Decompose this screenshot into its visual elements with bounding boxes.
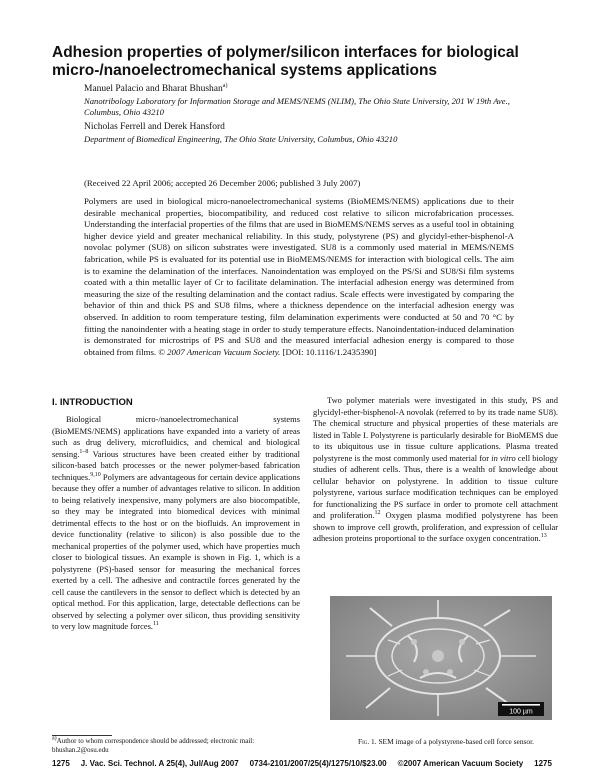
issn-code: 0734-2101/2007/25(4)/1275/10/$23.00 <box>249 759 387 768</box>
intro-text: cell biology studies of adherent cells. Thus, there is a wealth of knowledge about cellular behavior on polystyrene. In addition to tissue culture polystyrene, various surface modification techniques can be employed for functionalizing the PS surface in order to promote cell attachment and proliferation. <box>313 452 559 520</box>
received-dates: (Received 22 April 2006; accepted 26 December 2006; published 3 July 2007) <box>84 178 361 188</box>
scale-bar <box>502 704 540 706</box>
footnote-text: Author to whom correspondence should be addressed; electronic mail: bhushan.2@osu.edu <box>52 737 255 754</box>
citation-ref[interactable]: 12 <box>374 510 381 517</box>
journal-citation: J. Vac. Sci. Technol. A 25(4), Jul/Aug 2007 <box>80 759 239 768</box>
footnote <box>52 737 300 755</box>
sem-image-graphic <box>330 596 552 720</box>
intro-text: Biological micro-/nanoelectromechanical systems (BioMEMS/NEMS) applications have expanded into a variety of areas such as drug delivery, microfluidics, and chemical and biological sensing. <box>52 414 300 459</box>
italic-term: in vitro <box>491 452 516 463</box>
section-heading-introduction: I. INTRODUCTION <box>52 397 133 408</box>
abstract-text: Polymers are used in biological micro-nanoelectromechanical systems (BioMEMS/NEMS) applications due to their desirable mechanical properties, biocompatibility, and reduced cost relative to silicon microfabrication processes. Understanding the interfacial properties of the films that are used in BioMEMS/NEMS serves as a useful tool in obtaining higher device yield and greater mechanical reliability. In this study, polystyrene (PS) and glycidyl-ether-bisphenol-A novolac polymer (SU8) on silicon substrates were investigated. SU8 is a commonly used material in MEMS/NEMS fabrication, while PS is evaluated for its potential use in BioMEMS/NEMS for interaction with biological cells. The aim is to examine the delamination of the interfaces. Nanoindentation was employed on the PS/Si and SU8/Si film systems coated with a thin metallic layer of Cr to facilitate delamination. The interfacial adhesion energy was determined from measuring the size of the resulting delamination and the contact radius. Scale effects were investigated by comparing the behavior of thin and thick PS and SU8 films, where a thickness dependence on the interfacial adhesion energy was observed. In addition to room temperature testing, film delamination experiments were conducted at 50 and 70 °C by fitting the nanoindenter with a heating stage in order to study temperature effects. Nanoindentation-induced delamination is demonstrated for microstrips of PS and SU8 and the measured interfacial adhesion energy is compared to those obtained from films. <box>84 196 514 357</box>
intro-left-column <box>52 414 300 633</box>
figure-1-sem-image <box>330 596 552 720</box>
abstract-doi: [DOI: 10.1116/1.2435390] <box>280 346 377 357</box>
authors-line-1 <box>84 84 227 94</box>
footnote-divider <box>52 735 112 736</box>
citation-ref[interactable]: 13 <box>540 533 547 540</box>
intro-text: Two polymer materials were investigated in this study, PS and glycidyl-ether-bisphenol-A novolak (referred to by its trade name SU8). The chemical structure and physical properties of these materials are listed in Table I. Polystyrene is particularly desirable for BioMEMS due to its ubiquitous use in tissue culture applications. Plasma treated polystyrene is the most commonly used material for <box>313 395 558 463</box>
affiliation-1: Nanotribology Laboratory for Information Storage and MEMS/NEMS (NLIM), The Ohio State University, 201 W 19th Ave., Columbus, Ohio 43210 <box>84 96 510 117</box>
authors-line-2 <box>84 122 225 132</box>
intro-text: Polymers are advantageous for certain device applications because they offer a number of advantages relative to silicon. In addition to being relatively inexpensive, many polymers are also biocompatible, so they may be integrated into biomedical devices with minimal detrimental effects to the host or on the biofluids. An improvement in device functionality (relative to silicon) is also possible due to the mechanical properties of the polymer used, which have properties much closer to biological tissues. An example is shown in Fig. 1, which is a polystyrene (PS)-based sensor for measuring the mechanical forces exerted by a cell. The adhesive and contractile forces generated by the cell cause the cantilevers in the sensor to deflect which is detected by an optical method. For this application, large, detectable deflections can be observed by selecting a polymer over silicon, thus providing sensitivity to very low magnitude forces. <box>52 471 300 631</box>
page-number-right: 1275 <box>534 759 552 768</box>
figure-1-caption <box>335 737 557 746</box>
page-footer <box>52 759 552 768</box>
citation-ref[interactable]: 9,10 <box>90 471 101 478</box>
paper-title: Adhesion properties of polymer/silicon interfaces for biological micro-/nanoelectromechanical systems applications <box>52 44 519 79</box>
intro-text: Various structures have been created either by traditional silicon-based batch processes or the newer polymer-based fabrication techniques. <box>52 448 300 482</box>
affiliation-2: Department of Biomedical Engineering, The Ohio State University, Columbus, Ohio 43210 <box>84 134 398 144</box>
authors-names-1: Manuel Palacio and Bharat Bhushan <box>84 84 223 94</box>
abstract <box>84 196 514 358</box>
scale-bar-label: 100 µm <box>509 708 533 716</box>
page-number-left: 1275 <box>52 759 70 768</box>
figure-label: Fig. 1. <box>357 737 377 746</box>
citation-ref[interactable]: 1–8 <box>79 448 89 455</box>
intro-text: Oxygen plasma modified polystyrene has been shown to improve cell growth, proliferation, and expression of cellular adhesion proteins proportional to the surface oxygen concentration. <box>313 510 558 543</box>
author-footnote-marker: a) <box>222 82 228 89</box>
abstract-copyright: © 2007 American Vacuum Society. <box>158 346 281 357</box>
figure-caption-text: SEM image of a polystyrene-based cell force sensor. <box>376 737 535 746</box>
authors-names-2: Nicholas Ferrell and Derek Hansford <box>84 122 225 132</box>
intro-right-column <box>313 395 558 545</box>
footnote-marker: a) <box>52 735 57 742</box>
citation-ref[interactable]: 11 <box>153 621 159 628</box>
footer-copyright: ©2007 American Vacuum Society <box>397 759 524 768</box>
